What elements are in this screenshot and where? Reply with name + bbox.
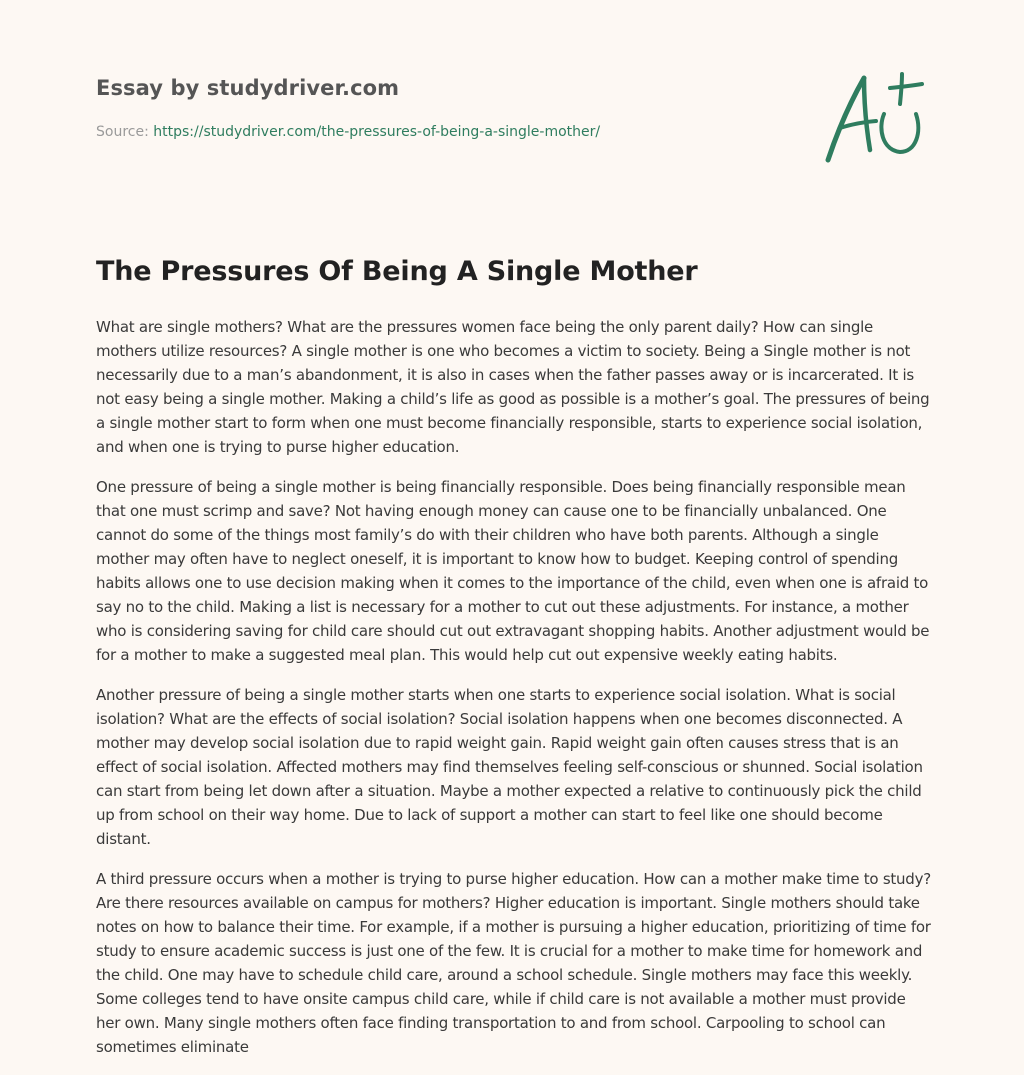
source-line xyxy=(96,124,600,140)
source-label: Source: xyxy=(96,124,149,140)
source-link[interactable]: https://studydriver.com/the-pressures-of-being-a-single-mother/ xyxy=(153,124,601,140)
essay-title: The Pressures Of Being A Single Mother xyxy=(96,256,698,287)
a-plus-logo-icon xyxy=(818,66,930,166)
essay-paragraph: What are single mothers? What are the pressures women face being the only parent daily? How can single mothers utilize resources? A single mother is one who becomes a victim to society. Being a Single mother is not necessarily due to a man’s abandonment, it is also in cases when the father passes away or is incarcerated. It is not easy being a single mother. Making a child’s life as good as possible is a mother’s goal. The pressures of being a single mother start to form when one must become financially responsible, starts to experience social isolation, and when one is trying to purse higher education. xyxy=(96,318,930,456)
essay-paragraph: Another pressure of being a single mother starts when one starts to experience social isolation. What is social isolation? What are the effects of social isolation? Social isolation happens when one becomes disconnected. A mother may develop social isolation due to rapid weight gain. Rapid weight gain often causes stress that is an effect of social isolation. Affected mothers may find themselves feeling self-conscious or shunned. Social isolation can start from being let down after a situation. Maybe a mother expected a relative to continuously pick the child up from school on their way home. Due to lack of support a mother can start to feel like one should become distant. xyxy=(96,686,923,848)
site-brand: Essay by studydriver.com xyxy=(96,76,400,100)
essay-paragraph: A third pressure occurs when a mother is trying to purse higher education. How can a mother make time to study? Are there resources available on campus for mothers? Higher education is important. Single mothers should take notes on how to balance their time. For example, if a mother is pursuing a higher education, prioritizing of time for study to ensure academic success is just one of the few. It is crucial for a mother to make time for homework and the child. One may have to schedule child care, around a school schedule. Single mothers may face this weekly. Some colleges tend to have onsite campus child care, while if child care is not available a mother must provide her own. Many single mothers often face finding transportation to and from school. Carpooling to school can sometimes eliminate xyxy=(96,870,931,1056)
essay-body xyxy=(96,315,932,1075)
essay-paragraph: One pressure of being a single mother is being financially responsible. Does being financially responsible mean that one must scrimp and save? Not having enough money can cause one to be financially unbalanced. One cannot do some of the things most family’s do with their children who have both parents. Although a single mother may often have to neglect oneself, it is important to know how to budget. Keeping control of spending habits allows one to use decision making when it comes to the importance of the child, even when one is afraid to say no to the child. Making a list is necessary for a mother to cut out these adjustments. For instance, a mother who is considering saving for child care should cut out extravagant shopping habits. Another adjustment would be for a mother to make a suggested meal plan. This would help cut out expensive weekly eating habits. xyxy=(96,478,930,664)
